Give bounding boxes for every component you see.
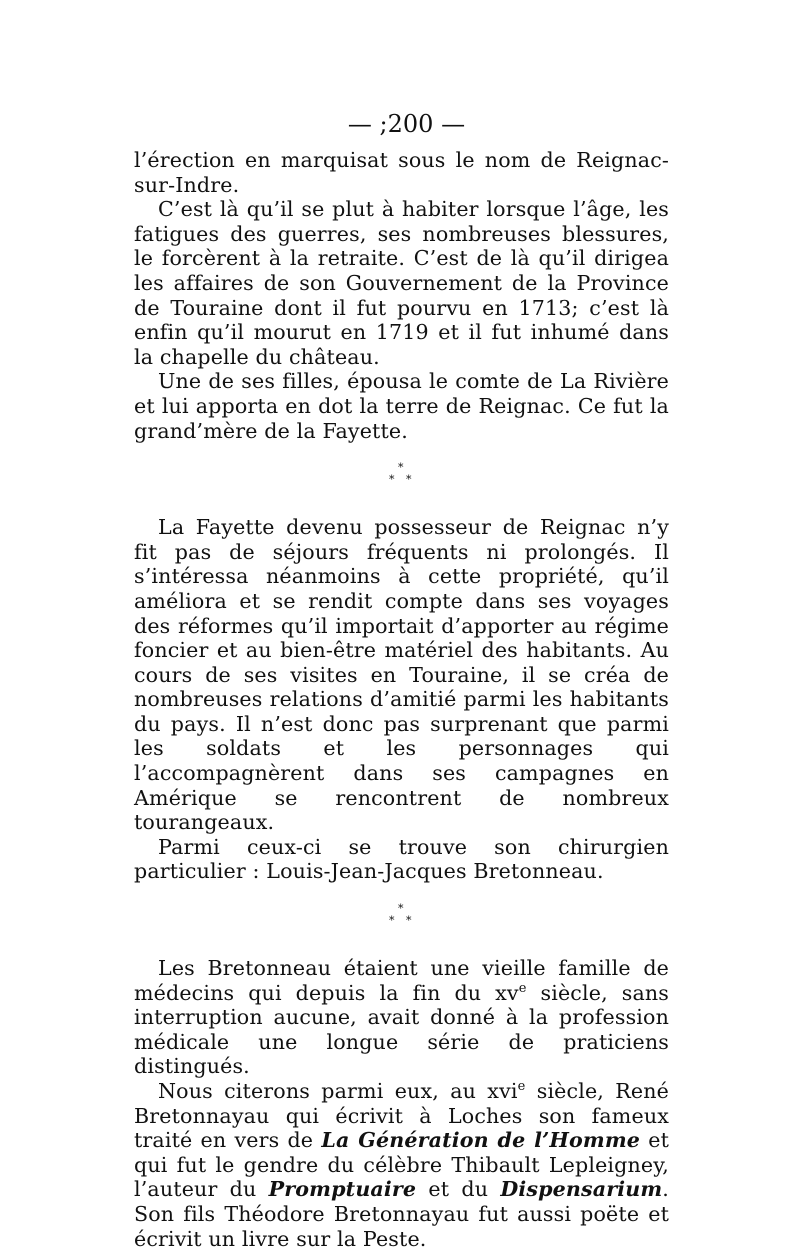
book-title-promptuaire: Promptuaire <box>268 1177 417 1202</box>
asterism-separator-2 <box>134 884 669 956</box>
paragraph-7-text-d: et du <box>416 1177 501 1202</box>
paragraph-1: l’érection en marquisat sous le nom de Reignac-sur-Indre. <box>134 148 669 197</box>
paragraph-7-text-e: . Son fils Théodore Bretonnayau fut aussi poëte et écrivit un livre sur la Peste. <box>134 1177 669 1251</box>
page <box>134 108 669 1251</box>
paragraph-7-text-a: Nous citerons parmi eux, au xvi <box>158 1079 518 1103</box>
paragraph-6-text-a: Les Bretonneau étaient une vieille famille de médecins qui depuis la fin du xv <box>134 956 669 1005</box>
paragraph-6-text-b: siècle, sans interruption aucune, avait donné à la profession médicale une longue série de praticiens distingués. <box>134 980 669 1079</box>
asterism-star: * <box>389 914 395 928</box>
paragraph-2: C’est là qu’il se plut à habiter lorsque l’âge, les fatigues des guerres, ses nombreuses blessures, le forcèrent à la retraite. C’est de là qu’il dirigea les affaires de son Gouvernement de la Province de Touraine dont il fut pourvu en 1713; c’est là enfin qu’il mourut en 1719 et il fut inhumé dans la chapelle du château. <box>134 197 669 369</box>
paragraph-4: La Fayette devenu possesseur de Reignac n’y fit pas de séjours fréquents ni prolongés. Il s’intéressa néanmoins à cette propriété, qu’il améliora et se rendit compte dans ses voyages des réformes qu’il importait d’apporter au régime foncier et au bien-être matériel des habitants. Au cours de ses visites en Touraine, il se créa de nombreuses relations d’amitié parmi les habitants du pays. Il n’est donc pas surprenant que parmi les soldats et les personnages qui l’accompagnèrent dans ses campagnes en Amérique se rencontrent de nombreux tourangeaux. <box>134 515 669 835</box>
paragraph-7-text-b: siècle, René Bretonnayau qui écrivit à Loches son fameux traité en vers de <box>134 1079 669 1153</box>
paragraph-5: Parmi ceux-ci se trouve son chirurgien particulier : Louis-Jean-Jacques Bretonneau. <box>134 834 669 884</box>
paragraph-7-text-c: et qui fut le gendre du célèbre Thibault Lepleigney, l’auteur du <box>134 1128 670 1202</box>
century-superscript: e <box>517 1079 526 1095</box>
page-number: — ;200 — <box>347 110 466 138</box>
asterism-star: * <box>406 473 412 487</box>
asterism-star: * <box>406 914 412 928</box>
book-title-generation: La Génération de l’Homme <box>321 1128 641 1153</box>
book-title-dispensarium: Dispensarium <box>500 1177 663 1202</box>
asterism-star: * <box>398 461 404 475</box>
asterism-star: * <box>398 902 404 916</box>
asterism-star: * <box>389 473 395 487</box>
paragraph-7 <box>134 1079 669 1251</box>
century-superscript: e <box>518 980 527 996</box>
paragraph-6 <box>134 956 669 1079</box>
asterism-separator-1 <box>134 443 669 515</box>
paragraph-3: Une de ses filles, épousa le comte de La Rivière et lui apporta en dot la terre de Reignac. Ce fut la grand’mère de la Fayette. <box>134 369 669 443</box>
